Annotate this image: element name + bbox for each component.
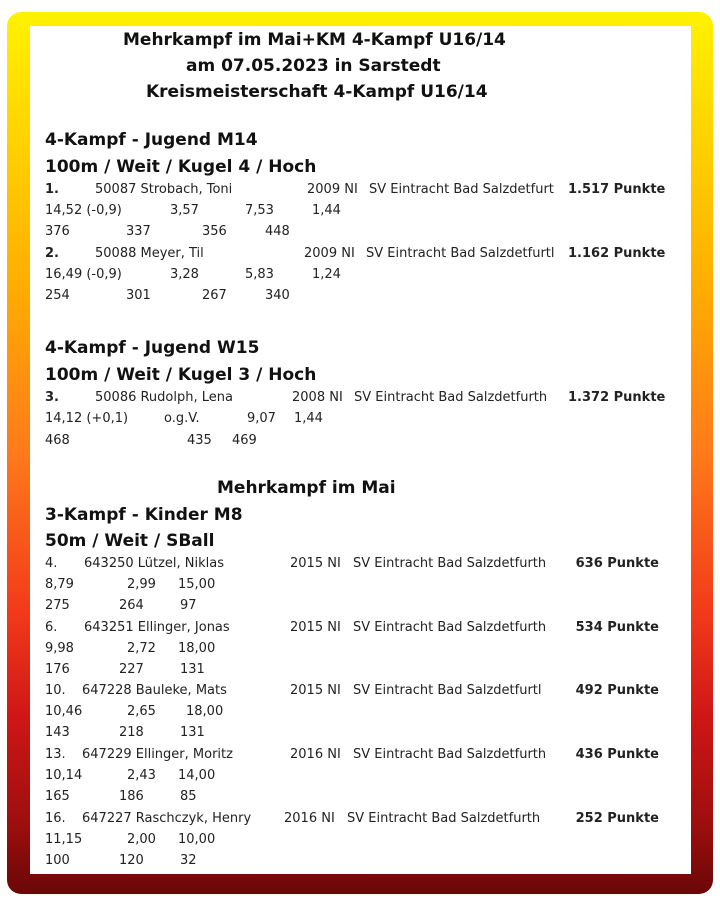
pts-1: 176 — [45, 662, 70, 677]
perf-2: 2,43 — [127, 768, 156, 783]
section-events-m8: 50m / Weit / SBall — [45, 531, 215, 551]
section-heading-mai: Mehrkampf im Mai — [217, 478, 396, 498]
pts-3: 131 — [180, 662, 205, 677]
pts-3: 97 — [180, 598, 197, 613]
total-points: 436 Punkte — [575, 747, 659, 762]
perf-4: 1,24 — [312, 267, 341, 282]
perf-3: 5,83 — [245, 267, 274, 282]
pts-2: 120 — [119, 853, 144, 868]
perf-3: 14,00 — [178, 768, 216, 783]
club: SV Eintracht Bad Salzdetfurth — [353, 556, 547, 571]
athlete-name: 647229 Ellinger, Moritz — [82, 747, 233, 762]
total-points: 252 Punkte — [575, 811, 659, 826]
perf-4: 1,44 — [294, 411, 323, 426]
perf-2: 3,57 — [170, 203, 199, 218]
pts-2: 186 — [119, 789, 144, 804]
perf-2: 2,65 — [127, 704, 156, 719]
perf-2: 2,00 — [127, 832, 156, 847]
perf-3: 10,00 — [178, 832, 216, 847]
perf-2: o.g.V. — [164, 411, 200, 426]
birth-year: 2008 NI — [292, 390, 343, 405]
pts-2: 264 — [119, 598, 144, 613]
rank: 2. — [45, 246, 59, 261]
total-points: 492 Punkte — [575, 683, 659, 698]
title-line-2: am 07.05.2023 in Sarstedt — [186, 56, 441, 76]
results-sheet — [30, 26, 691, 874]
birth-year: 2015 NI — [290, 556, 341, 571]
section-title-w15: 4-Kampf - Jugend W15 — [45, 338, 260, 358]
pts-2: 337 — [126, 224, 151, 239]
total-points: 534 Punkte — [575, 620, 659, 635]
perf-1: 8,79 — [45, 577, 74, 592]
athlete-name: 50088 Meyer, Til — [95, 246, 204, 261]
total-points: 1.372 Punkte — [568, 390, 666, 405]
athlete-name: 643251 Ellinger, Jonas — [84, 620, 230, 635]
club: SV Eintracht Bad Salzdetfurtl — [366, 246, 555, 261]
pts-1: 143 — [45, 725, 70, 740]
perf-1: 11,15 — [45, 832, 83, 847]
rank: 1. — [45, 182, 59, 197]
pts-1: 254 — [45, 288, 70, 303]
perf-3: 18,00 — [186, 704, 224, 719]
total-points: 636 Punkte — [575, 556, 659, 571]
pts-3: 435 — [187, 433, 212, 448]
athlete-name: 643250 Lützel, Niklas — [84, 556, 225, 571]
perf-1: 9,98 — [45, 641, 74, 656]
perf-3: 18,00 — [178, 641, 216, 656]
rank: 3. — [45, 390, 59, 405]
title-line-3: Kreismeisterschaft 4-Kampf U16/14 — [146, 82, 488, 102]
total-points: 1.162 Punkte — [568, 246, 666, 261]
pts-1: 165 — [45, 789, 70, 804]
pts-3: 356 — [202, 224, 227, 239]
perf-1: 10,46 — [45, 704, 83, 719]
club: SV Eintracht Bad Salzdetfurth — [347, 811, 541, 826]
birth-year: 2009 NI — [304, 246, 355, 261]
perf-3: 7,53 — [245, 203, 274, 218]
club: SV Eintracht Bad Salzdetfurth — [354, 390, 548, 405]
athlete-name: 50086 Rudolph, Lena — [95, 390, 233, 405]
club: SV Eintracht Bad Salzdetfurtl — [353, 683, 542, 698]
birth-year: 2016 NI — [284, 811, 335, 826]
birth-year: 2015 NI — [290, 683, 341, 698]
section-events-w15: 100m / Weit / Kugel 3 / Hoch — [45, 365, 317, 385]
pts-1: 275 — [45, 598, 70, 613]
perf-2: 3,28 — [170, 267, 199, 282]
perf-1: 16,49 (-0,9) — [45, 267, 122, 282]
club: SV Eintracht Bad Salzdetfurt — [369, 182, 554, 197]
title-line-1: Mehrkampf im Mai+KM 4-Kampf U16/14 — [123, 30, 506, 50]
birth-year: 2016 NI — [290, 747, 341, 762]
perf-1: 14,12 (+0,1) — [45, 411, 129, 426]
club: SV Eintracht Bad Salzdetfurth — [353, 747, 547, 762]
birth-year: 2015 NI — [290, 620, 341, 635]
rank: 10. — [45, 683, 66, 698]
pts-4: 469 — [232, 433, 257, 448]
pts-4: 340 — [265, 288, 290, 303]
athlete-name: 647227 Raschczyk, Henry — [82, 811, 252, 826]
birth-year: 2009 NI — [307, 182, 358, 197]
pts-1: 376 — [45, 224, 70, 239]
pts-3: 131 — [180, 725, 205, 740]
pts-3: 267 — [202, 288, 227, 303]
club: SV Eintracht Bad Salzdetfurth — [353, 620, 547, 635]
perf-4: 1,44 — [312, 203, 341, 218]
pts-1: 100 — [45, 853, 70, 868]
rank: 6. — [45, 620, 58, 635]
rank: 13. — [45, 747, 66, 762]
total-points: 1.517 Punkte — [568, 182, 666, 197]
section-title-m8: 3-Kampf - Kinder M8 — [45, 505, 243, 525]
pts-2: 218 — [119, 725, 144, 740]
pts-2: 227 — [119, 662, 144, 677]
section-title-m14: 4-Kampf - Jugend M14 — [45, 130, 258, 150]
perf-3: 15,00 — [178, 577, 216, 592]
perf-2: 2,99 — [127, 577, 156, 592]
rank: 16. — [45, 811, 66, 826]
pts-1: 468 — [45, 433, 70, 448]
perf-3: 9,07 — [247, 411, 276, 426]
pts-3: 32 — [180, 853, 197, 868]
pts-2: 301 — [126, 288, 151, 303]
pts-4: 448 — [265, 224, 290, 239]
section-events-m14: 100m / Weit / Kugel 4 / Hoch — [45, 157, 317, 177]
athlete-name: 50087 Strobach, Toni — [95, 182, 233, 197]
perf-2: 2,72 — [127, 641, 156, 656]
perf-1: 14,52 (-0,9) — [45, 203, 122, 218]
athlete-name: 647228 Bauleke, Mats — [82, 683, 227, 698]
perf-1: 10,14 — [45, 768, 83, 783]
rank: 4. — [45, 556, 58, 571]
pts-3: 85 — [180, 789, 197, 804]
